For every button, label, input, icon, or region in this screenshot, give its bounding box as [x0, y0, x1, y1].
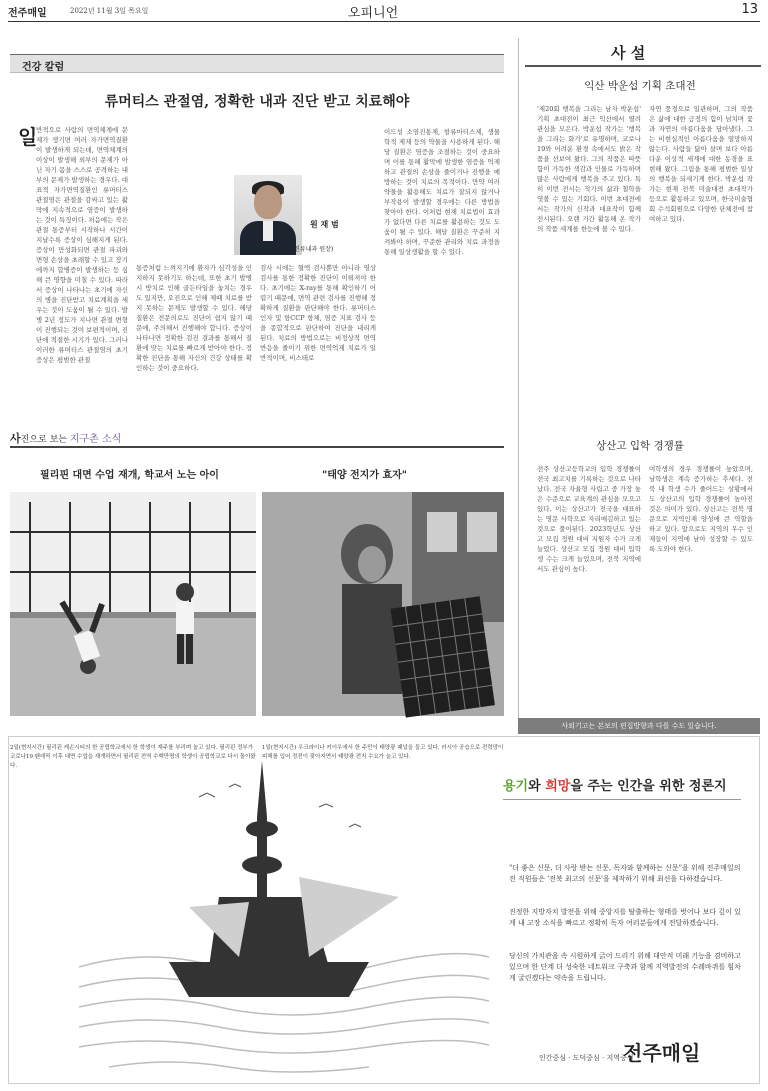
photo1-title: 필리핀 대면 수업 재개, 학교서 노는 아이: [40, 470, 219, 481]
photo-news-section: [10, 430, 504, 769]
ad-rule: [503, 799, 741, 800]
slogan-rest: 을 주는 인간을 위한 정론지: [570, 779, 727, 794]
column-body-col2: 통증처럼 느껴지기에 환자가 심각성을 인지하지 못하기도 하는데, 또한 초기 발병 시 방치로 인해 골든타임을 놓치는 경우도 있지만, 오진으로 인해 제때 치료를 받지 못하는 문제도 발생할 수 있다. 해당 질환은 전문의로도 진단이 쉽지 않기 때문에, 주의해서 진행해야 합니다. 증상이 나타나면 정확한 검진 결과를 통해서 질환에 맞는 치료를 빠르게 받아야 한다. 정확한 진단을 통해 자신의 건강 상태를 확인하는 것이 중요하다.: [136, 264, 252, 372]
tagline-initial: 사: [10, 432, 21, 445]
photo2-caption: 1일(현지시간) 우크라이나 키이우에서 한 주민이 태양광 패널을 들고 있다. 러시아 공습으로 전력망이 피해를 입어 정전이 잦아지면서 태양광 전지 수요가 늘고 있다.: [262, 745, 504, 760]
ad-paragraph-3: 당신의 가치관을 속 시원하게 긁어 드리기 위해 대안적 미래 기능을 겸비하고 있으며 한 단계 더 성숙한 네트워크 구축과 함께 지역발전의 수레바퀴를 힘차게 굴린겠다는 약속을 드립니다.: [509, 952, 741, 982]
column-body-col1: 반적으로 사람의 면역체계에 문제가 생기면 여러 자가면역질환이 발생하게 되는데, 면역체계의 이상이 발생해 외부의 문제가 아닌 자기 몸을 스스로 공격하는 내부의 문제가 발생하는 경우다. 대표적 자가면역질환인 류머티스 관절염은 관절을 감싸고 있는 활막에 지속적으로 염증이 발생하는 것이 특징이다. 처음에는 작은 관절 통증부터 시작하나 시간이 지날수록 증상이 심해지게 된다. 증상이 만성화되면 관절 파괴와 변형 손상을 초래할 수 있고 장기에까지 합병증이 발생하는 등 심해 큰 영향을 미칠 수 있다. 따라서 증상이 나타나는 초기에 자신의 병을 진단받고 치료계획을 세우는 것이 도움이 될 수 있다. 발병 2년 정도가 지나면 관절 변형이 진행되는 것이 보편적이며, 진단에 적절한 시기가 있다. 그러나 이러한 류머티스 관절염의 초기 증상은 평범한 관절: [36, 126, 128, 364]
editorial-1-col2: 자연 풍경으로 일관하며, 그의 작품은 삶에 대한 긍정의 힘이 넘치며 꽃과 자연의 아름다움을 담아냈다. 그는 비현실적인 아름다움을 열망하지 않는다. 사람들 닮아 살며 보다 아름다운 이상적 세계에 대한 동경을 표현해 왔다. 그림을 통해 평범한 일상의 행복을 되새기게 한다. 박운섭 작가는 현재 전북 미술대전 초대작가 등으로 활동하고 있으며, 한국미술협회 수석회원으로 다양한 단체전에 참여하고 있다.: [649, 105, 753, 223]
photo-ukraine-solar: [262, 492, 504, 716]
issue-date: 2022년 11월 3일 목요일: [70, 7, 149, 15]
author-face: [254, 185, 282, 219]
photo2-title: "태양 전지가 효자": [322, 470, 408, 481]
house-advertisement: [8, 736, 760, 1084]
author-name: 원 재 범: [310, 219, 339, 229]
column-tag-bar: [10, 55, 504, 73]
column-body-col4: 이드성 소염진통제, 항류마티스제, 생물학적 제제 등의 약물을 사용하게 된다. 해당 질환은 염증을 조절하는 것이 중요하며 이를 통해 활막에 발생한 염증을 억제하고 관절의 손상을 줄이거나 진행을 예방하는 것이 치료의 목적이다. 만약 여러 약물을 활용해도 치료가 잘되지 않거나 부작용이 발생할 경우에는 다른 방법을 찾아야 한다. 이처럼 현재 치료법이 효과가 없다면 다른 치료를 활용하는 것도 도움이 될 수 있다. 해당 질환은 꾸준히 지켜봐야 하며, 꾸준한 관리와 치료 과정을 통해 일상생활을 할 수 있다.: [384, 128, 500, 256]
tagline-accent: 지구촌 소식: [69, 434, 122, 445]
drop-cap: 일: [18, 125, 38, 149]
editorial-title-2: 상산고 입학 경쟁률: [596, 440, 684, 452]
editorial-2-col1: 전주 상산고등학교의 입학 경쟁률이 전국 최고치를 기록하는 것으로 나타났다. 전국 자율형 사립고 중 가장 높은 수준으로 교육계의 관심을 모으고 있다. 이는 상산고가 전국을 대표하는 명문 사학으로 자리매김하고 있는 것으로 풀이된다. 2023학년도 상산고 모집 정원 대비 지원자 수가 크게 늘었다. 상산고 모집 정원 대비 입학생 수는 크게 늘었으며, 전북 지역에서도 관심이 높다.: [537, 465, 641, 573]
editorial-1-col1: '제20회 행복을 그리는 남자 박운섭' 기획 초대전이 최근 익산에서 열려 관심을 모은다. 박운섭 작가는 '행복을 그리는 화가'로 유명하며, 코로나19와 어려운 환경 속에서도 밝은 작품을 선보여 왔다. 그의 작품은 따뜻함이 가득한 색감과 인물로 가득하며 많은 사람에게 행복을 주고 있다. 특히 이번 전시는 작가의 삶과 철학을 엿볼 수 있는 기회다. 이번 초대전에서는 작가의 신작과 대표작이 함께 전시된다. 오랜 기간 활동해 온 작가의 작품 세계를 한눈에 볼 수 있다.: [537, 105, 641, 233]
column-body-col1-cont: [18, 157, 128, 415]
ad-brand-logo: 전주매일: [623, 1041, 701, 1065]
author-affiliation: (이진류내과 원장): [286, 246, 334, 253]
column-body-col3: 검사 시에는 혈액 검사뿐만 아니라 영상 검사를 통한 정확한 진단이 이뤄져야 한다. 초기에는 X-ray를 통해 확인하기 어렵기 때문에, 면역 관련 검사를 진행해 정확하게 질환을 판단해야 한다. 류머티스 인자 및 항CCP 항체, 염증 지표 검사 등을 종합적으로 판단하여 진단을 내리게 된다. 치료의 방법으로는 비정상적 면역 반응을 줄이기 위한 면역억제 치료가 일반적이며, 비스테로: [260, 264, 376, 362]
ad-paragraph-2: 진정한 지방자치 발전을 위해 중앙지를 탈출하는 형태를 벗어나 보다 깊이 있게 내 고장 소식을 빠르고 정확히 독자 여러분들에게 전달하겠습니다.: [509, 908, 741, 927]
ad-brand-motto: 인간중심 · 도덕중심 · 지역중심: [539, 1054, 634, 1062]
editorial-heading: 사 설: [611, 44, 646, 62]
photo-philippines-school: [10, 492, 256, 716]
editorial-sidebar: [518, 38, 760, 718]
column-headline: 류머티스 관절염, 정확한 내과 진단 받고 치료해야: [104, 94, 410, 110]
author-shirt: [263, 221, 273, 241]
author-photo: [234, 175, 302, 255]
editorial-title-1: 익산 박운섭 기획 초대전: [584, 80, 696, 92]
page-number: 13: [741, 2, 758, 17]
photo-section-tagline: [10, 430, 504, 448]
ship-and-tower-illustration: [69, 757, 489, 1081]
masthead: [8, 2, 760, 22]
editorial-2-col2: 여학생의 경우 경쟁률이 높았으며, 남학생은 계속 증가하는 추세다. 전북 내 학생 수가 줄어드는 상황에서도 상산고의 입학 경쟁률이 높아진 것은 의미가 있다. 상산고는 전북 명문으로 지역인재 양성에 큰 역할을 하고 있다. 앞으로도 지역의 우수 인재들이 지역에 남아 성장할 수 있도록 도와야 한다.: [649, 465, 753, 553]
slogan-hope: 희망: [545, 779, 571, 794]
ad-slogan: [503, 775, 727, 794]
editorial-notice: 사외기고는 본보의 편집방향과 다를 수도 있습니다.: [518, 718, 760, 734]
photo1-illustration: [10, 492, 256, 716]
tagline-mid: 진으로 보는: [20, 435, 67, 445]
ad-paragraph-1: "더 좋은 신문, 더 사랑 받는 신문, 독자와 함께하는 신문"을 위해 전주매일의 전 직원들은 '전북 최고의 신문'을 제작하기 위해 최선을 다하겠습니다.: [509, 864, 741, 883]
photo1-caption: 2일(현지시간) 필리핀 케손시티의 한 공립학교에서 한 학생이 재주를 부리며 놀고 있다. 필리핀 정부가 코로나19 팬데믹 이후 대면 수업을 재개하면서 필리핀 전역 수백만명의 학생이 공립학교로 다시 돌아왔다.: [10, 745, 256, 769]
section-title: 오피니언: [348, 6, 399, 21]
editorial-rule: [525, 65, 761, 67]
column-tag: 건강 칼럼: [22, 62, 65, 73]
slogan-conj-1: 와: [528, 779, 546, 794]
slogan-courage: 용기: [503, 779, 529, 794]
paper-name: 전주매일: [8, 8, 47, 19]
photo2-illustration: [262, 492, 504, 716]
health-column: [10, 54, 504, 416]
